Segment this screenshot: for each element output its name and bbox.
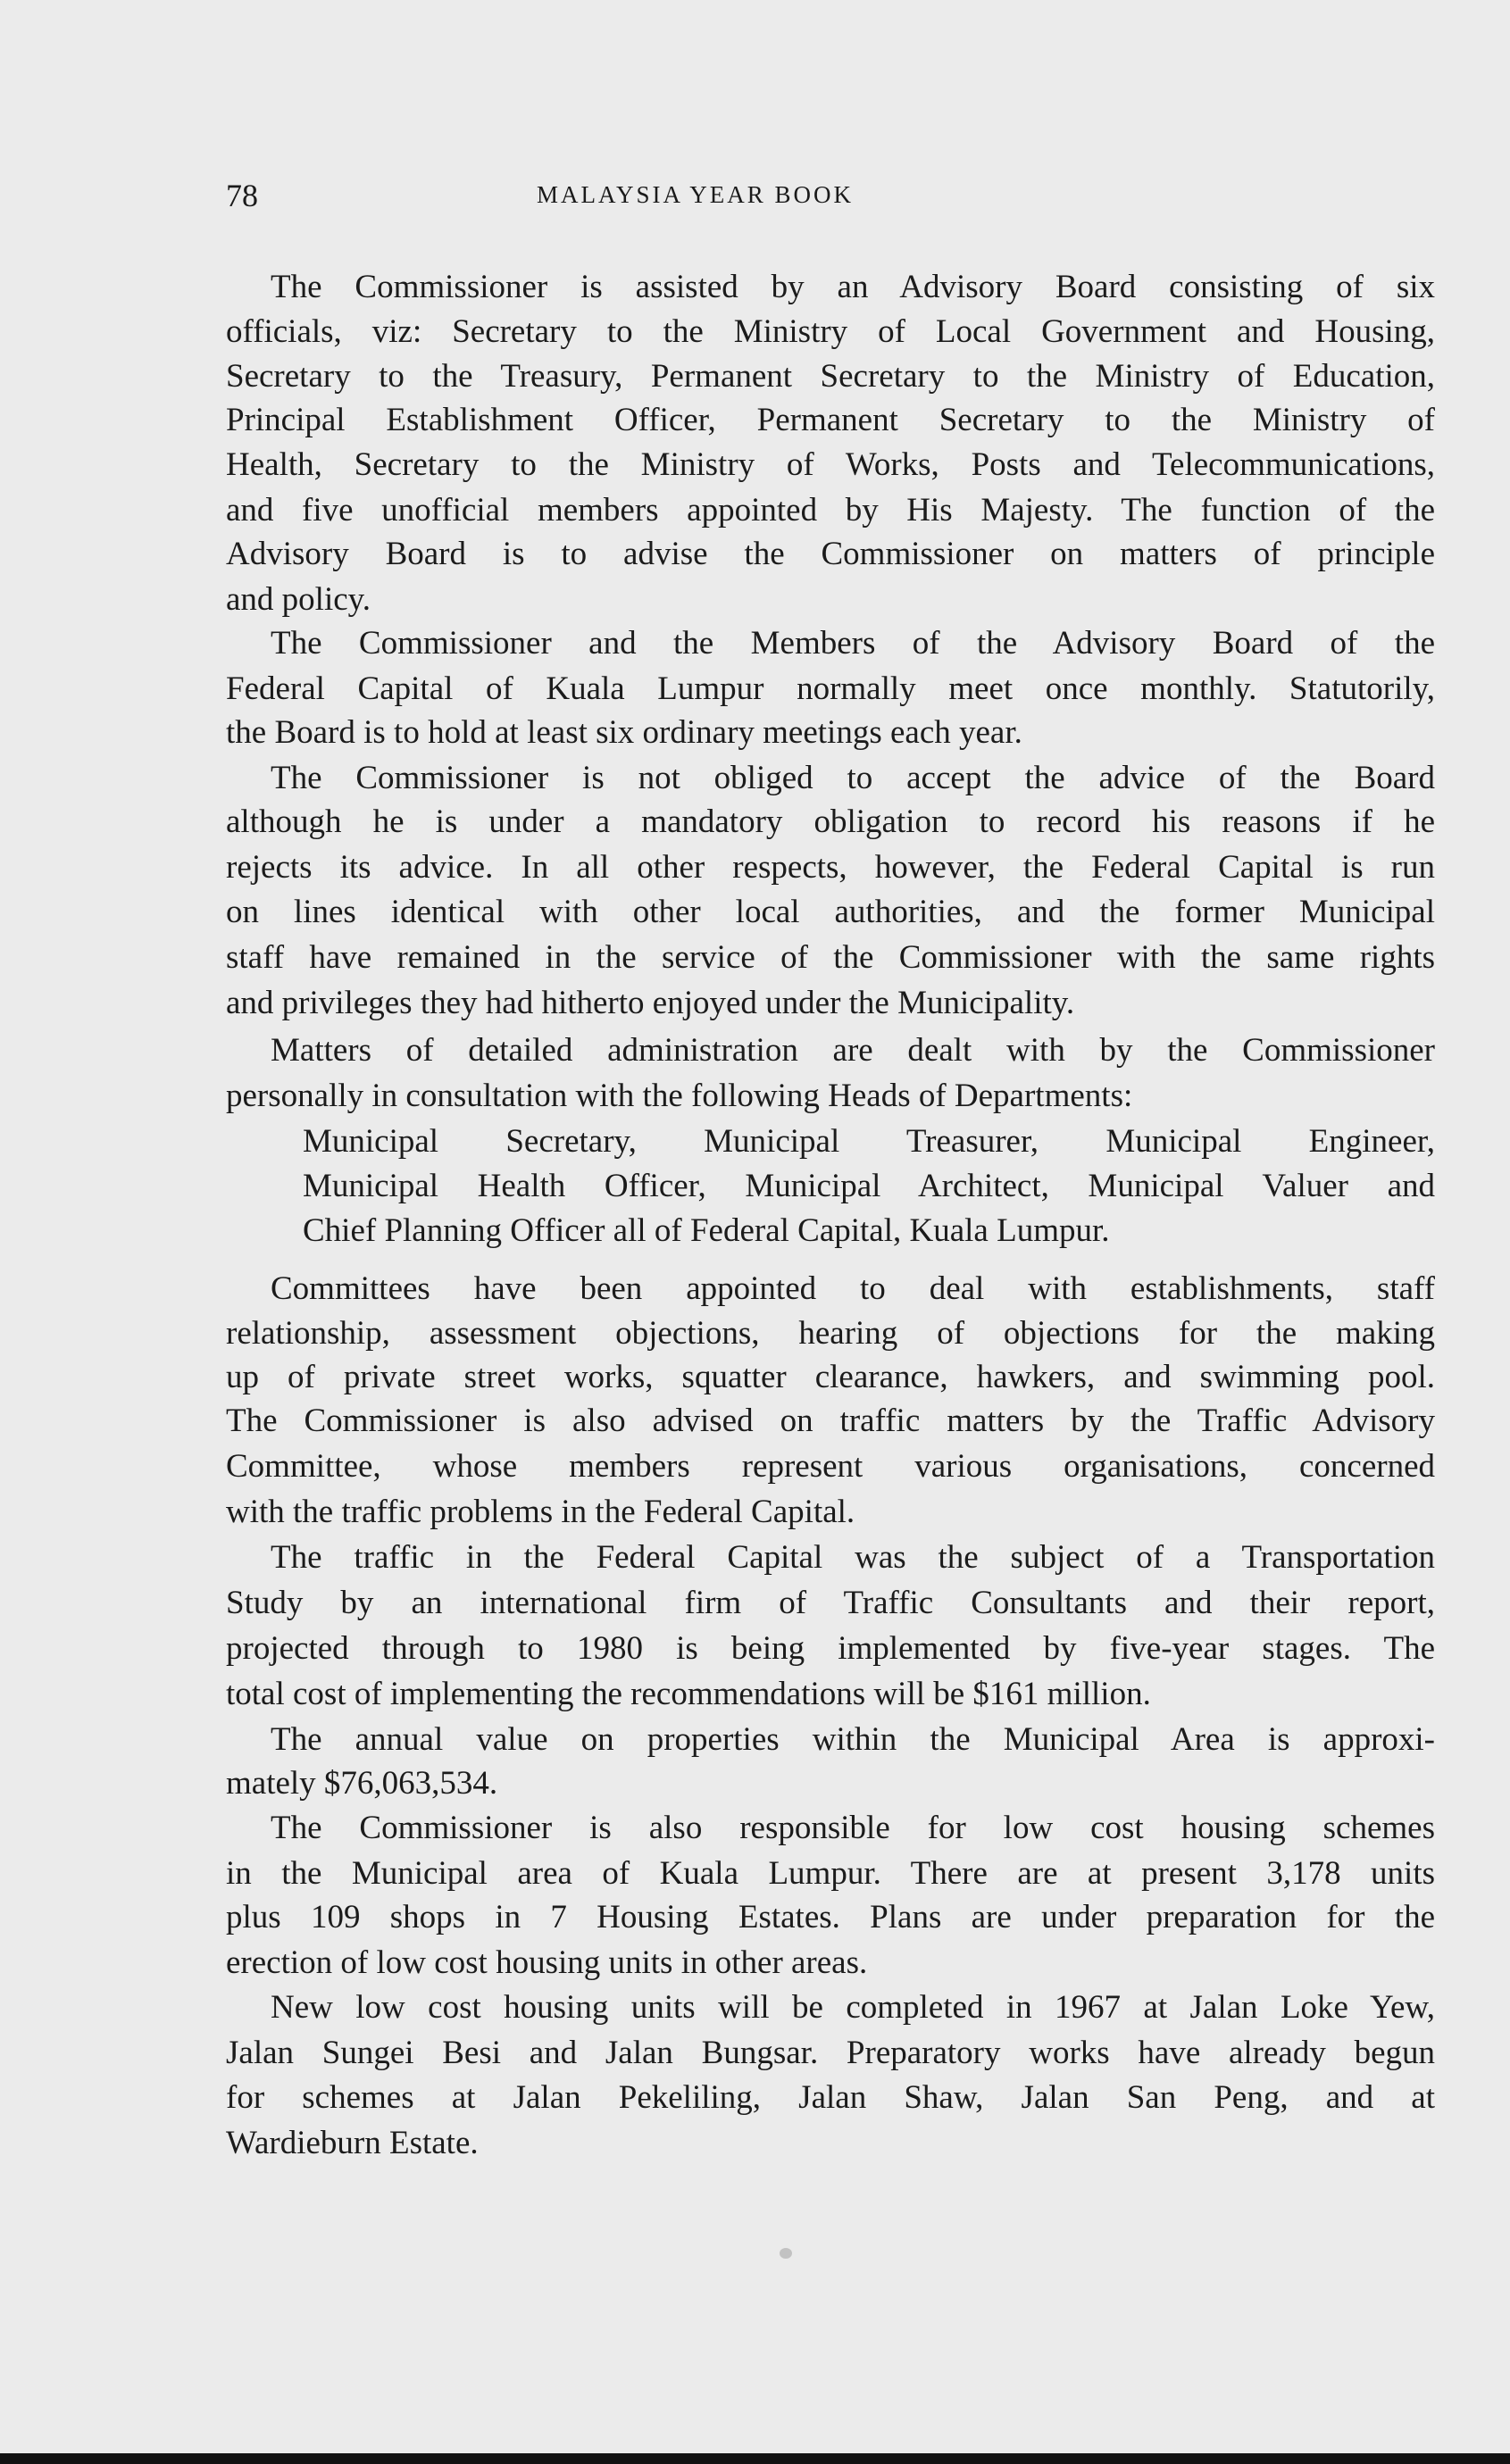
- text-line: relationship, assessment objections, hearing of objections for the making: [226, 1315, 1435, 1352]
- running-title-text: MALAYSIA YEAR BOOK: [536, 181, 855, 208]
- text-line: staff have remained in the service of the Commissioner with the same rights: [226, 939, 1435, 976]
- text-line: The traffic in the Federal Capital was the subject of a Transportation: [271, 1539, 1435, 1576]
- text-line: Principal Establishment Officer, Permanent Secretary to the Ministry of: [226, 402, 1435, 438]
- department-list-line: Municipal Health Officer, Municipal Architect, Municipal Valuer and: [303, 1168, 1435, 1204]
- text-line: plus 109 shops in 7 Housing Estates. Plans are under preparation for the: [226, 1899, 1435, 1935]
- text-line: The Commissioner is not obliged to accept the advice of the Board: [271, 760, 1435, 796]
- text-line: The Commissioner is also advised on traffic matters by the Traffic Advisory: [226, 1403, 1435, 1439]
- text-line: The Commissioner and the Members of the Advisory Board of the: [271, 625, 1435, 662]
- text-line: the Board is to hold at least six ordinary meetings each year.: [226, 714, 1022, 751]
- text-line: mately $76,063,534.: [226, 1765, 498, 1802]
- text-line: Committee, whose members represent various organisations, concerned: [226, 1448, 1435, 1485]
- text-line: Study by an international firm of Traffic Consultants and their report,: [226, 1585, 1435, 1621]
- text-line: personally in consultation with the following Heads of Departments:: [226, 1078, 1133, 1114]
- text-line: Advisory Board is to advise the Commissioner on matters of principle: [226, 536, 1435, 572]
- text-line: rejects its advice. In all other respects, however, the Federal Capital is run: [226, 849, 1435, 886]
- page-bottom-edge: [0, 2453, 1510, 2464]
- text-line: projected through to 1980 is being implemented by five-year stages. The: [226, 1630, 1435, 1667]
- text-line: Committees have been appointed to deal with establishments, staff: [271, 1270, 1435, 1307]
- department-list-line: Municipal Secretary, Municipal Treasurer, Municipal Engineer,: [303, 1123, 1435, 1160]
- text-line: Jalan Sungei Besi and Jalan Bungsar. Preparatory works have already begun: [226, 2035, 1435, 2071]
- text-line: in the Municipal area of Kuala Lumpur. There are at present 3,178 units: [226, 1855, 1435, 1892]
- text-line: The annual value on properties within the Municipal Area is approxi-: [271, 1721, 1435, 1758]
- text-line: and privileges they had hitherto enjoyed under the Municipality.: [226, 985, 1075, 1021]
- text-line: officials, viz: Secretary to the Ministry of Local Government and Housing,: [226, 313, 1435, 350]
- text-line: The Commissioner is assisted by an Advisory Board consisting of six: [271, 269, 1435, 305]
- text-line: although he is under a mandatory obligation to record his reasons if he: [226, 803, 1435, 840]
- text-line: erection of low cost housing units in other areas.: [226, 1944, 868, 1981]
- text-line: New low cost housing units will be completed in 1967 at Jalan Loke Yew,: [271, 1989, 1435, 2026]
- text-line: Wardieburn Estate.: [226, 2125, 479, 2161]
- text-line: Matters of detailed administration are dealt with by the Commissioner: [271, 1032, 1435, 1069]
- text-line: for schemes at Jalan Pekeliling, Jalan Shaw, Jalan San Peng, and at: [226, 2079, 1435, 2116]
- text-line: with the traffic problems in the Federal Capital.: [226, 1494, 855, 1530]
- text-line: Health, Secretary to the Ministry of Works, Posts and Telecommunications,: [226, 446, 1435, 483]
- department-list-line: Chief Planning Officer all of Federal Capital, Kuala Lumpur.: [303, 1212, 1110, 1249]
- text-line: Secretary to the Treasury, Permanent Secretary to the Ministry of Education,: [226, 358, 1435, 395]
- paper-smudge: [780, 2248, 792, 2259]
- text-line: up of private street works, squatter clearance, hawkers, and swimming pool.: [226, 1359, 1435, 1395]
- text-line: Federal Capital of Kuala Lumpur normally meet once monthly. Statutorily,: [226, 670, 1435, 707]
- text-line: total cost of implementing the recommendations will be $161 million.: [226, 1676, 1151, 1712]
- running-title: [0, 181, 1510, 209]
- text-line: and five unofficial members appointed by His Majesty. The function of the: [226, 492, 1435, 529]
- page-number: 78: [226, 178, 258, 213]
- text-line: The Commissioner is also responsible for low cost housing schemes: [271, 1810, 1435, 1846]
- text-line: and policy.: [226, 581, 371, 618]
- text-line: on lines identical with other local authorities, and the former Municipal: [226, 894, 1435, 930]
